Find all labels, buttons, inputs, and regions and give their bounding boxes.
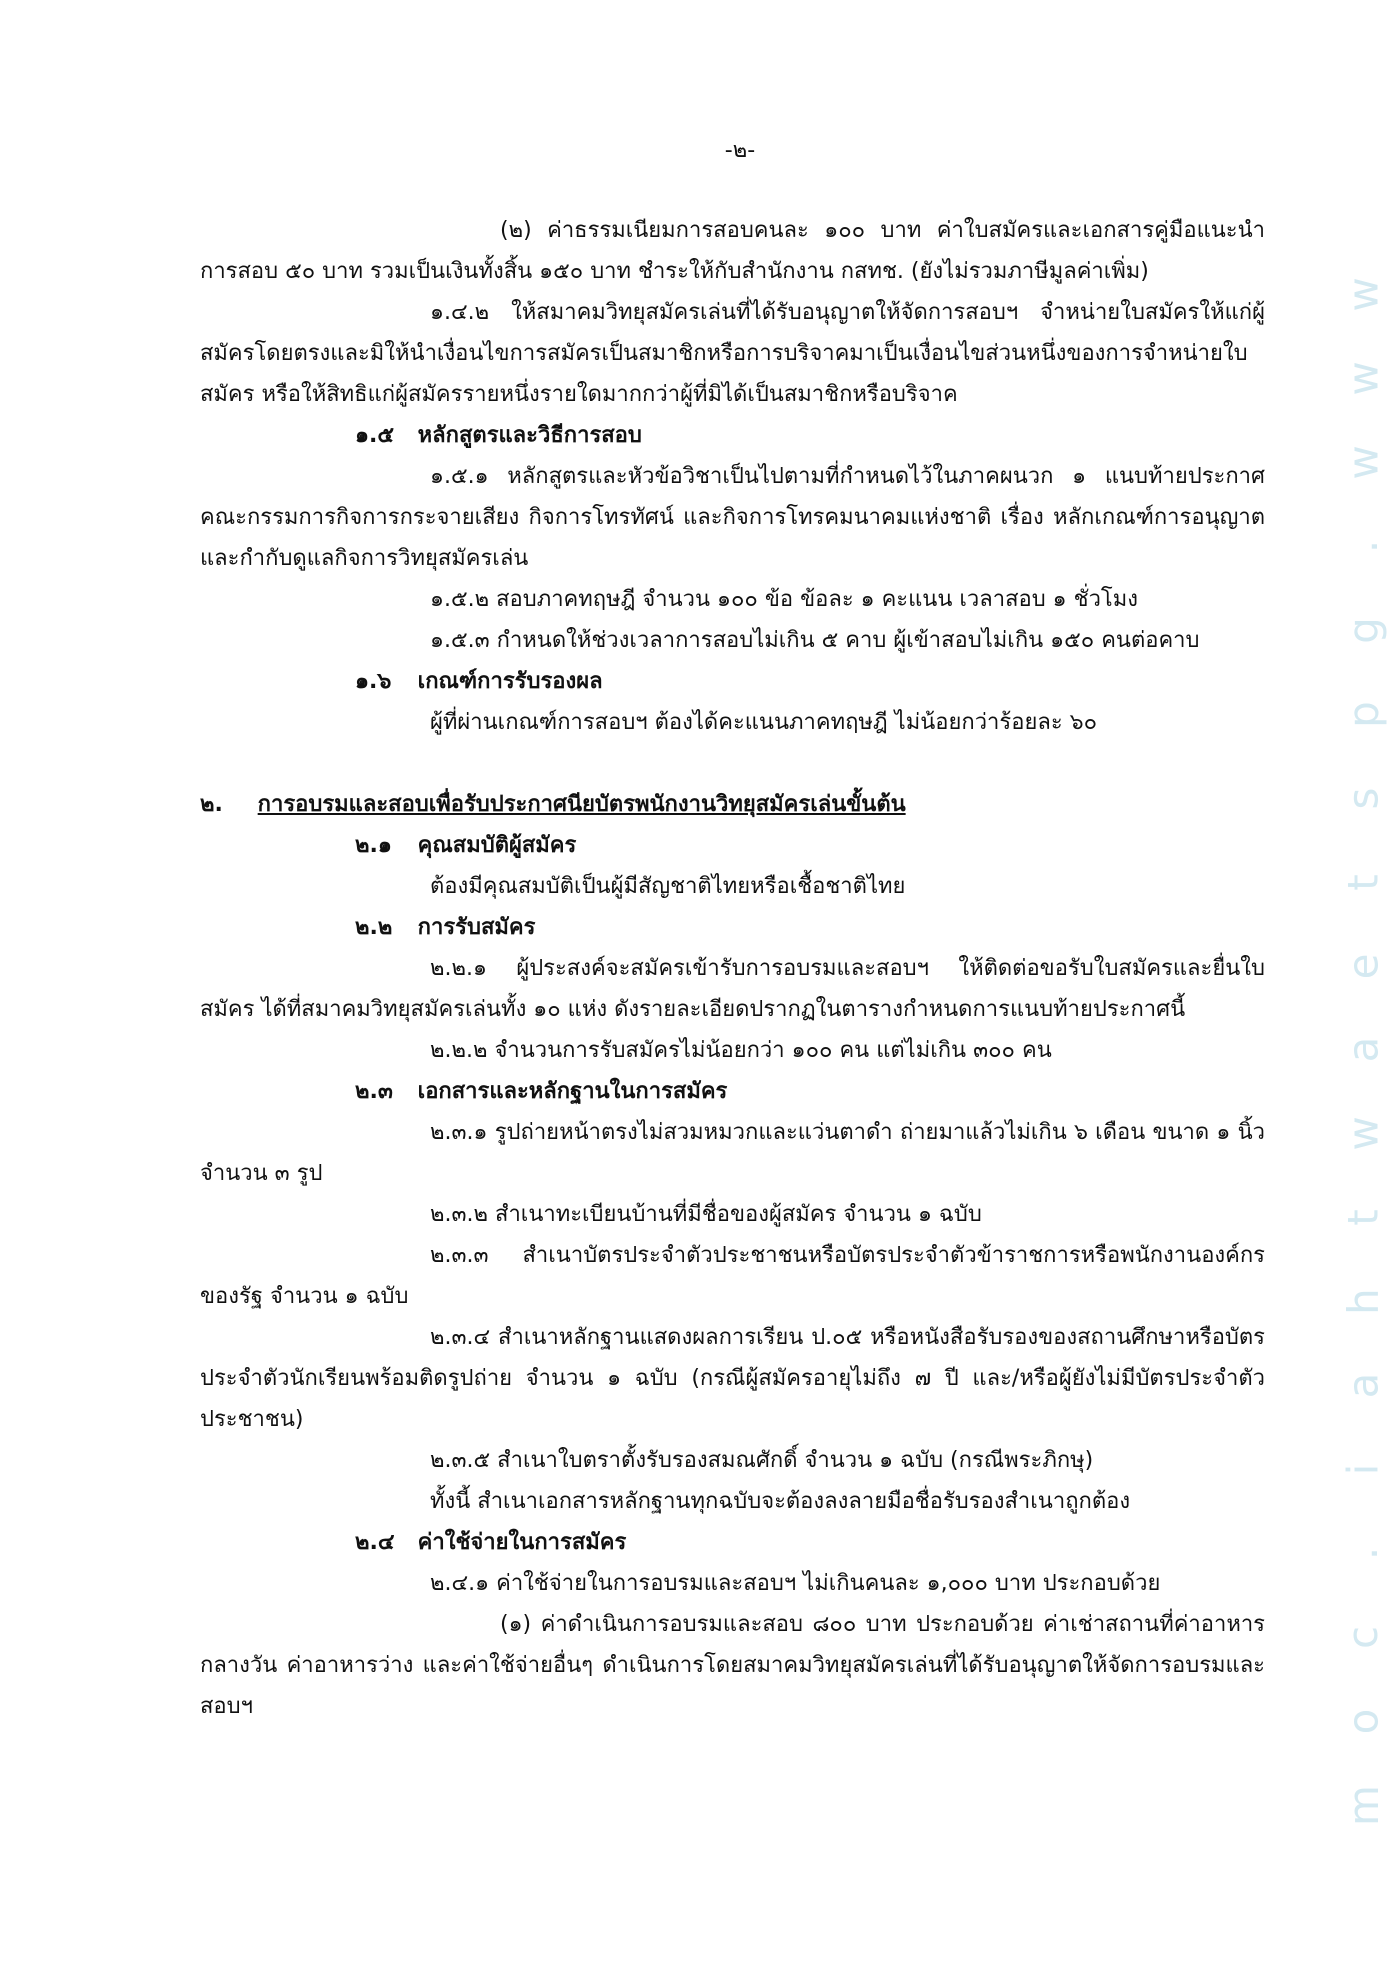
watermark-char: h <box>1338 1288 1388 1316</box>
watermark-char: t <box>1338 873 1388 891</box>
section-title: เกณฑ์การรับรองผล <box>417 669 603 694</box>
paragraph-fee-2: (๒) ค่าธรรมเนียมการสอบคนละ ๑๐๐ บาท ค่าใบสมัครและเอกสารคู่มือแนะนำการสอบ ๕๐ บาท รวมเป็นเงินทั้งสิ้น ๑๕๐ บาท ชำระให้กับสำนักงาน กสทช. (ยังไม่รวมภาษีมูลค่าเพิ่ม) <box>200 218 1265 284</box>
paragraph-1-4-2: ๑.๔.๒ ให้สมาคมวิทยุสมัครเล่นที่ได้รับอนุญาตให้จัดการสอบฯ จำหน่ายใบสมัครให้แก่ผู้สมัครโดยตรงและมิให้นำเงื่อนไขการสมัครเป็นสมาชิกหรือการบริจาคมาเป็นเงื่อนไขส่วนหนึ่งของการจำหน่ายใบสมัคร หรือให้สิทธิแก่ผู้สมัครรายหนึ่งรายใดมากกว่าผู้ที่มิได้เป็นสมาชิกหรือบริจาค <box>200 300 1265 407</box>
watermark-url <box>1338 270 1388 1830</box>
section-number: ๒.๒ <box>355 915 393 940</box>
watermark-char: i <box>1338 1463 1388 1476</box>
section-number: ๒.๓ <box>355 1079 393 1104</box>
paragraph-2-3-note: ทั้งนี้ สำเนาเอกสารหลักฐานทุกฉบับจะต้องลงลายมือชื่อรับรองสำเนาถูกต้อง <box>430 1489 1131 1514</box>
paragraph-2-3-2: ๒.๓.๒ สำเนาทะเบียนบ้านที่มีชื่อของผู้สมัคร จำนวน ๑ ฉบับ <box>430 1202 982 1227</box>
section-number: ๒.๔ <box>355 1530 395 1555</box>
section-number: ๒.๑ <box>355 833 392 858</box>
paragraph-2-3-3: ๒.๓.๓ สำเนาบัตรประจำตัวประชาชนหรือบัตรประจำตัวข้าราชการหรือพนักงานองค์กรของรัฐ จำนวน ๑ ฉบับ <box>200 1243 1265 1309</box>
section-title: ค่าใช้จ่ายในการสมัคร <box>417 1530 627 1555</box>
watermark-char: . <box>1338 1546 1388 1561</box>
paragraph-2-3-1: ๒.๓.๑ รูปถ่ายหน้าตรงไม่สวมหมวกและแว่นตาดำ ถ่ายมาแล้วไม่เกิน ๖ เดือน ขนาด ๑ นิ้ว จำนวน ๓ รูป <box>200 1120 1265 1186</box>
paragraph-2-3-4: ๒.๓.๔ สำเนาหลักฐานแสดงผลการเรียน ป.๐๕ หรือหนังสือรับรองของสถานศึกษาหรือบัตรประจำตัวนักเรียนพร้อมติดรูปถ่าย จำนวน ๑ ฉบับ (กรณีผู้สมัครอายุไม่ถึง ๗ ปี และ/หรือผู้ยังไม่มีบัตรประจำตัวประชาชน) <box>200 1325 1265 1432</box>
watermark-char: c <box>1338 1625 1388 1650</box>
paragraph-2-1: ต้องมีคุณสมบัติเป็นผู้มีสัญชาติไทยหรือเชื้อชาติไทย <box>430 874 906 899</box>
section-title: คุณสมบัติผู้สมัคร <box>417 833 577 858</box>
watermark-char: m <box>1338 1784 1388 1826</box>
section-heading-2-3 <box>200 1071 1265 1112</box>
section-heading-1-6 <box>200 661 1265 702</box>
watermark-char: a <box>1338 1037 1388 1063</box>
paragraph-2-4-1: ๒.๔.๑ ค่าใช้จ่ายในการอบรมและสอบฯ ไม่เกินคนละ ๑,๐๐๐ บาท ประกอบด้วย <box>430 1571 1161 1596</box>
section-title: หลักสูตรและวิธีการสอบ <box>417 423 642 448</box>
main-heading-2 <box>200 784 1265 825</box>
watermark-char: . <box>1338 539 1388 553</box>
section-heading-2-2 <box>200 907 1265 948</box>
document-body <box>200 210 1265 1727</box>
section-title: เอกสารและหลักฐานในการสมัคร <box>417 1079 728 1104</box>
main-heading-number: ๒. <box>200 792 223 817</box>
paragraph-2-2-1: ๒.๒.๑ ผู้ประสงค์จะสมัครเข้ารับการอบรมและสอบฯ ให้ติดต่อขอรับใบสมัครและยื่นใบสมัคร ได้ที่สมาคมวิทยุสมัครเล่นทั้ง ๑๐ แห่ง ดังรายละเอียดปรากฏในตารางกำหนดการแนบท้ายประกาศนี้ <box>200 956 1265 1022</box>
watermark-char: p <box>1338 700 1388 728</box>
paragraph-2-2-2: ๒.๒.๒ จำนวนการรับสมัครไม่น้อยกว่า ๑๐๐ คน แต่ไม่เกิน ๓๐๐ คน <box>430 1038 1052 1063</box>
watermark-char: e <box>1338 953 1388 979</box>
paragraph-1-5-3: ๑.๕.๓ กำหนดให้ช่วงเวลาการสอบไม่เกิน ๕ คาบ ผู้เข้าสอบไม่เกิน ๑๕๐ คนต่อคาบ <box>430 628 1200 653</box>
paragraph-2-4-1-item-1: (๑) ค่าดำเนินการอบรมและสอบ ๘๐๐ บาท ประกอบด้วย ค่าเช่าสถานที่ค่าอาหารกลางวัน ค่าอาหารว่าง และค่าใช้จ่ายอื่นๆ ดำเนินการโดยสมาคมวิทยุสมัครเล่นที่ได้รับอนุญาตให้จัดการอบรมและสอบฯ <box>200 1612 1265 1719</box>
watermark-char: w <box>1338 1116 1388 1152</box>
section-heading-2-4 <box>200 1522 1265 1563</box>
watermark-char: w <box>1338 361 1388 396</box>
section-title: การรับสมัคร <box>417 915 536 940</box>
watermark-char: g <box>1338 616 1388 644</box>
watermark-char: o <box>1338 1708 1388 1735</box>
section-number: ๑.๖ <box>355 669 392 694</box>
main-heading-title: การอบรมและสอบเพื่อรับประกาศนียบัตรพนักงานวิทยุสมัครเล่นขั้นต้น <box>257 792 906 817</box>
paragraph-1-5-2: ๑.๕.๒ สอบภาคทฤษฎี จำนวน ๑๐๐ ข้อ ข้อละ ๑ คะแนน เวลาสอบ ๑ ชั่วโมง <box>430 587 1138 612</box>
section-heading-1-5 <box>200 415 1265 456</box>
watermark-char: s <box>1338 787 1388 810</box>
section-number: ๑.๕ <box>355 423 394 448</box>
section-heading-2-1 <box>200 825 1265 866</box>
watermark-char: w <box>1338 445 1388 480</box>
paragraph-1-5-1: ๑.๕.๑ หลักสูตรและหัวข้อวิชาเป็นไปตามที่กำหนดไว้ในภาคผนวก ๑ แนบท้ายประกาศคณะกรรมการกิจการกระจายเสียง กิจการโทรทัศน์ และกิจการโทรคมนาคมแห่งชาติ เรื่อง หลักเกณฑ์การอนุญาตและกำกับดูแลกิจการวิทยุสมัครเล่น <box>200 464 1265 571</box>
paragraph-2-3-5: ๒.๓.๕ สำเนาใบตราตั้งรับรองสมณศักดิ์ จำนวน ๑ ฉบับ (กรณีพระภิกษุ) <box>430 1448 1094 1473</box>
watermark-char: t <box>1338 1209 1388 1227</box>
watermark-char: w <box>1338 277 1388 312</box>
watermark-char: a <box>1338 1372 1388 1399</box>
paragraph-1-6: ผู้ที่ผ่านเกณฑ์การสอบฯ ต้องได้คะแนนภาคทฤษฎี ไม่น้อยกว่าร้อยละ ๖๐ <box>430 710 1098 735</box>
page-number: -๒- <box>724 138 756 163</box>
